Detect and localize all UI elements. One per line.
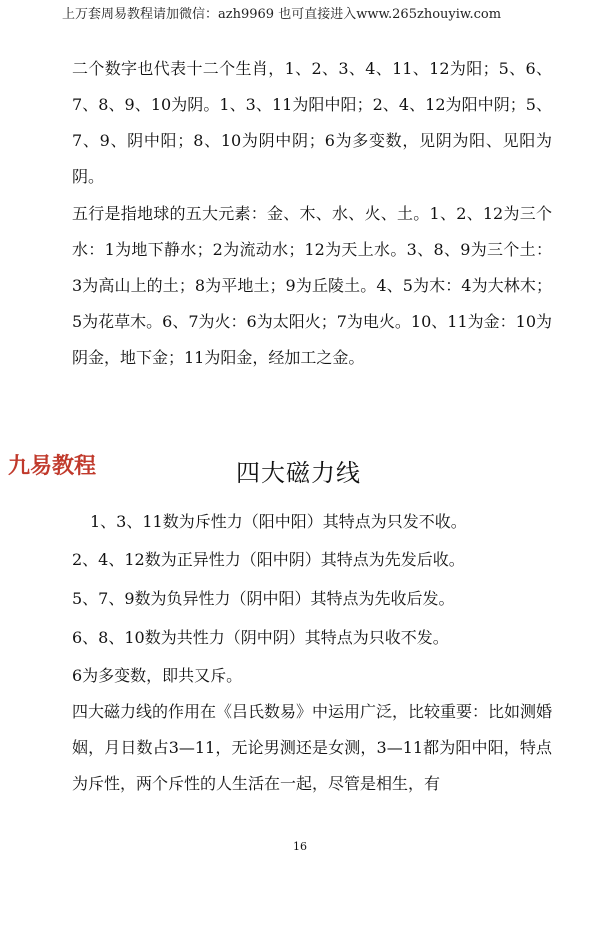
section-title: 四大磁力线 [236,459,361,487]
brand-logo-text: 九易教程 [8,454,97,479]
magnetic-line-item: 5、7、9数为负异性力（阴中阳）其特点为先收后发。 [72,589,455,608]
magnetic-line-item: 6为多变数，即共又斥。 [72,666,243,685]
magnetic-line-item: 2、4、12数为正异性力（阳中阴）其特点为先发后收。 [72,550,465,569]
magnetic-line-item: 1、3、11数为斥性力（阳中阳）其特点为只发不收。 [90,512,467,531]
paragraph-magnetic-usage: 四大磁力线的作用在《吕氏数易》中运用广泛，比较重要：比如测婚姻，月日数占3—11，无论男测还是女测，3—11都为阳中阳，特点为斥性，两个斥性的人生活在一起，尽管是相生，有 [72,702,553,793]
paragraph-zodiac-yinyang: 二个数字也代表十二个生肖，1、2、3、4、11、12为阳；5、6、7、8、9、10为阴。1、3、11为阳中阳；2、4、12为阳中阴；5、7、9、阴中阳；8、10为阴中阴；6为多变数，见阴为阳、见阳为阴。 [72,59,552,186]
magnetic-line-item: 6、8、10数为共性力（阴中阴）其特点为只收不发。 [72,628,449,647]
paragraph-five-elements: 五行是指地球的五大元素：金、木、水、火、土。1、2、12为三个水：1为地下静水；2为流动水；12为天上水。3、8、9为三个土：3为高山上的土；8为平地土；9为丘陵土。4、5为木：4为大林木；5为花草木。6、7为火：6为太阳火；7为电火。10、11为金：10为阴金，地下金；11为阳金，经加工之金。 [72,204,552,367]
header-watermark: 上万套周易教程请加微信：azh9969 也可直接进入www.265zhouyiw.com [62,7,502,22]
page-number: 16 [293,840,307,853]
